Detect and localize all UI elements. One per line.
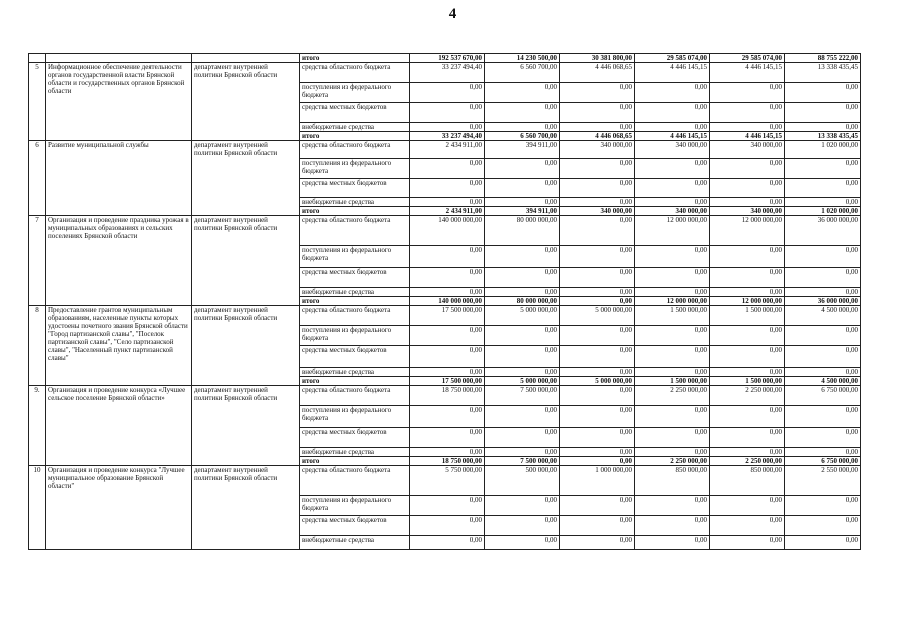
value-cell: 2 434 911,00 (410, 207, 485, 216)
value-cell: 0,00 (410, 159, 485, 179)
value-cell: 0,00 (710, 288, 785, 297)
value-cell: 0,00 (635, 103, 710, 123)
value-cell: 14 230 500,00 (485, 54, 560, 63)
table-row (29, 216, 861, 246)
source-cell: итого (300, 377, 410, 386)
value-cell: 0,00 (560, 386, 635, 406)
value-cell: 0,00 (560, 103, 635, 123)
source-cell: средства местных бюджетов (300, 346, 410, 368)
value-cell: 0,00 (560, 326, 635, 346)
source-cell: поступления из федерального бюджета (300, 246, 410, 268)
value-cell: 36 000 000,00 (785, 216, 861, 246)
value-cell: 2 250 000,00 (710, 457, 785, 466)
value-cell: 0,00 (485, 368, 560, 377)
value-cell: 0,00 (710, 159, 785, 179)
value-cell: 850 000,00 (710, 466, 785, 496)
value-cell: 0,00 (410, 179, 485, 198)
value-cell: 5 000 000,00 (560, 306, 635, 326)
value-cell: 6 750 000,00 (785, 386, 861, 406)
value-cell: 0,00 (560, 246, 635, 268)
source-cell: средства местных бюджетов (300, 268, 410, 288)
value-cell: 0,00 (560, 159, 635, 179)
section-executor: департамент внутренней политики Брянской области (192, 386, 300, 466)
table-row (29, 63, 861, 83)
section-number: 10 (29, 466, 46, 550)
section-executor: департамент внутренней политики Брянской области (192, 466, 300, 550)
value-cell: 7 500 000,00 (485, 457, 560, 466)
value-cell: 0,00 (785, 516, 861, 536)
value-cell: 4 446 145,15 (710, 132, 785, 141)
value-cell: 0,00 (485, 448, 560, 457)
source-cell: итого (300, 54, 410, 63)
value-cell: 0,00 (410, 198, 485, 207)
value-cell: 0,00 (710, 516, 785, 536)
value-cell: 13 338 435,45 (785, 63, 861, 83)
value-cell: 0,00 (485, 268, 560, 288)
value-cell: 33 237 494,40 (410, 132, 485, 141)
value-cell: 0,00 (635, 536, 710, 550)
value-cell: 0,00 (485, 428, 560, 448)
value-cell: 0,00 (785, 346, 861, 368)
value-cell: 0,00 (560, 288, 635, 297)
value-cell: 5 750 000,00 (410, 466, 485, 496)
source-cell: внебюджетные средства (300, 288, 410, 297)
value-cell: 0,00 (785, 496, 861, 516)
value-cell: 0,00 (560, 516, 635, 536)
source-cell: поступления из федерального бюджета (300, 159, 410, 179)
value-cell: 0,00 (410, 346, 485, 368)
value-cell: 4 446 145,15 (635, 132, 710, 141)
table-cell (192, 54, 300, 63)
value-cell: 0,00 (560, 179, 635, 198)
value-cell: 1 500 000,00 (635, 306, 710, 326)
value-cell: 2 250 000,00 (635, 457, 710, 466)
section-executor: департамент внутренней политики Брянской области (192, 63, 300, 141)
value-cell: 0,00 (485, 496, 560, 516)
value-cell: 394 911,00 (485, 207, 560, 216)
value-cell: 0,00 (710, 428, 785, 448)
value-cell: 340 000,00 (560, 141, 635, 159)
value-cell: 0,00 (785, 83, 861, 103)
value-cell: 4 500 000,00 (785, 377, 861, 386)
value-cell: 33 237 494,40 (410, 63, 485, 83)
source-cell: итого (300, 297, 410, 306)
section-number: 7 (29, 216, 46, 306)
value-cell: 36 000 000,00 (785, 297, 861, 306)
value-cell: 0,00 (485, 103, 560, 123)
value-cell: 140 000 000,00 (410, 216, 485, 246)
value-cell: 0,00 (635, 288, 710, 297)
value-cell: 0,00 (635, 406, 710, 428)
source-cell: средства областного бюджета (300, 466, 410, 496)
value-cell: 0,00 (560, 346, 635, 368)
table-row (29, 386, 861, 406)
value-cell: 0,00 (560, 216, 635, 246)
value-cell: 0,00 (710, 448, 785, 457)
value-cell: 2 250 000,00 (635, 386, 710, 406)
table-cell (29, 54, 46, 63)
value-cell: 0,00 (410, 428, 485, 448)
value-cell: 6 560 700,00 (485, 132, 560, 141)
section-name: Предоставление грантов муниципальным образованиям, населенные пункты которых удостоены почетного звания Брянской области "Город партизанской славы", "Поселок партизанской славы", "Село партизанской славы", "Населенный пункт партизанской славы" (46, 306, 192, 386)
value-cell: 2 550 000,00 (785, 466, 861, 496)
value-cell: 0,00 (785, 198, 861, 207)
section-name: Информационное обеспечение деятельности органов государственной власти Брянской области и государственных органов Брянской области (46, 63, 192, 141)
value-cell: 0,00 (560, 297, 635, 306)
value-cell: 0,00 (560, 406, 635, 428)
value-cell: 0,00 (785, 246, 861, 268)
table-row (29, 54, 861, 63)
value-cell: 0,00 (710, 246, 785, 268)
value-cell: 0,00 (785, 428, 861, 448)
value-cell: 1 020 000,00 (785, 141, 861, 159)
value-cell: 4 446 145,15 (710, 63, 785, 83)
value-cell: 0,00 (635, 346, 710, 368)
value-cell: 29 585 074,00 (710, 54, 785, 63)
value-cell: 0,00 (785, 103, 861, 123)
value-cell: 0,00 (410, 516, 485, 536)
value-cell: 18 750 000,00 (410, 386, 485, 406)
table-body (29, 54, 861, 550)
source-cell: средства местных бюджетов (300, 179, 410, 198)
value-cell: 0,00 (560, 536, 635, 550)
value-cell: 0,00 (635, 496, 710, 516)
value-cell: 340 000,00 (710, 141, 785, 159)
source-cell: средства областного бюджета (300, 306, 410, 326)
value-cell: 0,00 (560, 368, 635, 377)
source-cell: итого (300, 457, 410, 466)
value-cell: 0,00 (710, 346, 785, 368)
value-cell: 0,00 (785, 179, 861, 198)
value-cell: 0,00 (560, 496, 635, 516)
value-cell: 0,00 (410, 268, 485, 288)
value-cell: 0,00 (485, 159, 560, 179)
value-cell: 0,00 (785, 368, 861, 377)
value-cell: 88 755 222,00 (785, 54, 861, 63)
value-cell: 340 000,00 (560, 207, 635, 216)
value-cell: 5 000 000,00 (485, 377, 560, 386)
source-cell: внебюджетные средства (300, 368, 410, 377)
value-cell: 0,00 (485, 346, 560, 368)
value-cell: 500 000,00 (485, 466, 560, 496)
value-cell: 0,00 (635, 198, 710, 207)
source-cell: средства местных бюджетов (300, 103, 410, 123)
source-cell: итого (300, 132, 410, 141)
value-cell: 0,00 (710, 198, 785, 207)
value-cell: 0,00 (485, 536, 560, 550)
value-cell: 0,00 (710, 496, 785, 516)
value-cell: 0,00 (560, 448, 635, 457)
value-cell: 0,00 (785, 288, 861, 297)
value-cell: 7 500 000,00 (485, 386, 560, 406)
value-cell: 0,00 (410, 368, 485, 377)
value-cell: 0,00 (785, 159, 861, 179)
value-cell: 4 446 068,65 (560, 132, 635, 141)
value-cell: 0,00 (485, 123, 560, 132)
section-number: 6 (29, 141, 46, 216)
value-cell: 0,00 (560, 83, 635, 103)
value-cell: 0,00 (485, 326, 560, 346)
value-cell: 0,00 (410, 326, 485, 346)
value-cell: 0,00 (560, 123, 635, 132)
table-row (29, 466, 861, 496)
section-name: Организация и проведение праздника урожая в муниципальных образованиях и сельских поселениях Брянской области (46, 216, 192, 306)
value-cell: 0,00 (635, 83, 710, 103)
value-cell: 0,00 (560, 457, 635, 466)
value-cell: 0,00 (635, 246, 710, 268)
value-cell: 4 446 068,65 (560, 63, 635, 83)
value-cell: 17 500 000,00 (410, 306, 485, 326)
value-cell: 6 560 700,00 (485, 63, 560, 83)
value-cell: 0,00 (560, 198, 635, 207)
source-cell: поступления из федерального бюджета (300, 496, 410, 516)
value-cell: 0,00 (635, 448, 710, 457)
value-cell: 0,00 (410, 536, 485, 550)
value-cell: 1 020 000,00 (785, 207, 861, 216)
value-cell: 0,00 (410, 103, 485, 123)
value-cell: 18 750 000,00 (410, 457, 485, 466)
value-cell: 5 000 000,00 (485, 306, 560, 326)
budget-table (28, 53, 861, 550)
source-cell: средства областного бюджета (300, 63, 410, 83)
section-name: Организация и проведение конкурса «Лучшее сельское поселение Брянской области» (46, 386, 192, 466)
value-cell: 29 585 074,00 (635, 54, 710, 63)
value-cell: 340 000,00 (635, 141, 710, 159)
value-cell: 13 338 435,45 (785, 132, 861, 141)
value-cell: 6 750 000,00 (785, 457, 861, 466)
value-cell: 0,00 (635, 516, 710, 536)
value-cell: 0,00 (410, 496, 485, 516)
value-cell: 0,00 (785, 536, 861, 550)
value-cell: 0,00 (785, 268, 861, 288)
value-cell: 1 000 000,00 (560, 466, 635, 496)
value-cell: 12 000 000,00 (710, 297, 785, 306)
source-cell: внебюджетные средства (300, 536, 410, 550)
table-row (29, 306, 861, 326)
section-executor: департамент внутренней политики Брянской области (192, 306, 300, 386)
value-cell: 0,00 (635, 123, 710, 132)
value-cell: 0,00 (560, 268, 635, 288)
value-cell: 30 381 800,00 (560, 54, 635, 63)
source-cell: внебюджетные средства (300, 123, 410, 132)
value-cell: 0,00 (710, 123, 785, 132)
value-cell: 1 500 000,00 (635, 377, 710, 386)
value-cell: 0,00 (635, 368, 710, 377)
value-cell: 0,00 (410, 288, 485, 297)
table-row (29, 141, 861, 159)
source-cell: внебюджетные средства (300, 448, 410, 457)
value-cell: 2 250 000,00 (710, 386, 785, 406)
value-cell: 12 000 000,00 (635, 297, 710, 306)
value-cell: 0,00 (560, 428, 635, 448)
section-name: Организация и проведение конкурса "Лучшее муниципальное образование Брянской области" (46, 466, 192, 550)
value-cell: 0,00 (710, 406, 785, 428)
value-cell: 0,00 (485, 246, 560, 268)
value-cell: 1 500 000,00 (710, 377, 785, 386)
value-cell: 0,00 (710, 268, 785, 288)
value-cell: 0,00 (410, 448, 485, 457)
value-cell: 0,00 (485, 198, 560, 207)
source-cell: внебюджетные средства (300, 198, 410, 207)
value-cell: 0,00 (635, 179, 710, 198)
value-cell: 0,00 (410, 246, 485, 268)
value-cell: 340 000,00 (710, 207, 785, 216)
section-number: 9. (29, 386, 46, 466)
source-cell: средства областного бюджета (300, 386, 410, 406)
source-cell: поступления из федерального бюджета (300, 406, 410, 428)
value-cell: 0,00 (710, 103, 785, 123)
value-cell: 0,00 (485, 83, 560, 103)
value-cell: 17 500 000,00 (410, 377, 485, 386)
section-name: Развитие муниципальной службы (46, 141, 192, 216)
value-cell: 0,00 (710, 368, 785, 377)
value-cell: 0,00 (710, 326, 785, 346)
value-cell: 850 000,00 (635, 466, 710, 496)
source-cell: поступления из федерального бюджета (300, 326, 410, 346)
value-cell: 0,00 (410, 83, 485, 103)
value-cell: 0,00 (485, 516, 560, 536)
table-cell (46, 54, 192, 63)
section-executor: департамент внутренней политики Брянской области (192, 141, 300, 216)
value-cell: 1 500 000,00 (710, 306, 785, 326)
value-cell: 5 000 000,00 (560, 377, 635, 386)
value-cell: 0,00 (785, 448, 861, 457)
value-cell: 0,00 (410, 123, 485, 132)
value-cell: 4 500 000,00 (785, 306, 861, 326)
value-cell: 0,00 (710, 83, 785, 103)
value-cell: 0,00 (635, 428, 710, 448)
value-cell: 0,00 (485, 406, 560, 428)
section-number: 5 (29, 63, 46, 141)
value-cell: 0,00 (485, 179, 560, 198)
section-number: 8 (29, 306, 46, 386)
value-cell: 394 911,00 (485, 141, 560, 159)
value-cell: 12 000 000,00 (635, 216, 710, 246)
value-cell: 12 000 000,00 (710, 216, 785, 246)
section-executor: департамент внутренней политики Брянской области (192, 216, 300, 306)
value-cell: 0,00 (785, 326, 861, 346)
value-cell: 0,00 (785, 406, 861, 428)
source-cell: поступления из федерального бюджета (300, 83, 410, 103)
value-cell: 192 537 670,00 (410, 54, 485, 63)
value-cell: 0,00 (710, 536, 785, 550)
value-cell: 0,00 (410, 406, 485, 428)
value-cell: 0,00 (635, 159, 710, 179)
value-cell: 0,00 (635, 268, 710, 288)
value-cell: 0,00 (710, 179, 785, 198)
source-cell: средства областного бюджета (300, 141, 410, 159)
source-cell: итого (300, 207, 410, 216)
source-cell: средства местных бюджетов (300, 516, 410, 536)
value-cell: 0,00 (785, 123, 861, 132)
value-cell: 2 434 911,00 (410, 141, 485, 159)
value-cell: 140 000 000,00 (410, 297, 485, 306)
source-cell: средства местных бюджетов (300, 428, 410, 448)
source-cell: средства областного бюджета (300, 216, 410, 246)
value-cell: 0,00 (635, 326, 710, 346)
page-number: 4 (448, 6, 457, 22)
value-cell: 340 000,00 (635, 207, 710, 216)
value-cell: 0,00 (485, 288, 560, 297)
value-cell: 80 000 000,00 (485, 216, 560, 246)
value-cell: 4 446 145,15 (635, 63, 710, 83)
value-cell: 80 000 000,00 (485, 297, 560, 306)
